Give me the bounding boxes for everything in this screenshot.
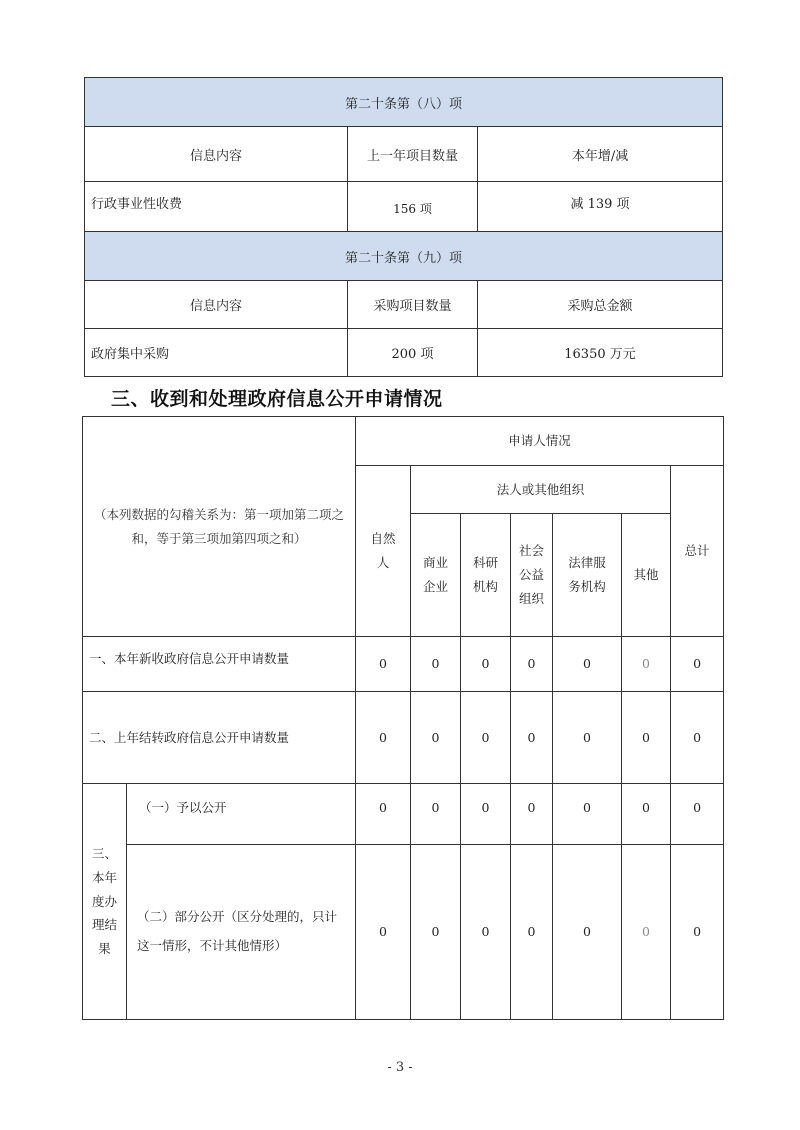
table-section-title: 第二十条第（八）项 [85, 78, 723, 127]
cell-value: 0 [461, 845, 511, 1020]
cell-value: 0 [553, 784, 622, 845]
cell-value: 0 [461, 637, 511, 692]
cell-value: 0 [411, 637, 461, 692]
section-title: 三、收到和处理政府信息公开申请情况 [111, 388, 443, 410]
row-label: 政府集中采购 [85, 329, 348, 377]
row-label: （二）部分公开（区分处理的，只计这一情形，不计其他情形） [127, 845, 356, 1020]
table-row [83, 637, 724, 692]
cell-value: 0 [461, 784, 511, 845]
column-header: 法律服务机构 [553, 514, 622, 637]
applicant-header: 申请人情况 [356, 417, 724, 466]
column-header: 科研机构 [461, 514, 511, 637]
cell-value: 0 [671, 845, 724, 1020]
row-label: 二、上年结转政府信息公开申请数量 [83, 692, 356, 784]
cell-value: 156 项 [348, 182, 478, 232]
row-label: 一、本年新收政府信息公开申请数量 [83, 637, 356, 692]
legal-entity-group-header: 法人或其他组织 [411, 466, 671, 514]
row-label: 行政事业性收费 [85, 182, 348, 232]
result-group-label: 三、本年度办理结果 [83, 784, 127, 1020]
column-header: 商业企业 [411, 514, 461, 637]
cell-value: 0 [622, 784, 671, 845]
cell-value: 0 [356, 692, 411, 784]
column-header: 信息内容 [85, 281, 348, 329]
reconciliation-note: （本列数据的勾稽关系为：第一项加第二项之和，等于第三项加第四项之和） [83, 417, 356, 637]
fee-procurement-table [84, 77, 723, 377]
cell-value: 16350 万元 [478, 329, 723, 377]
cell-value: 0 [411, 692, 461, 784]
cell-value: 0 [511, 845, 553, 1020]
natural-person-header: 自然人 [356, 466, 411, 637]
table-row [83, 692, 724, 784]
cell-value: 0 [356, 784, 411, 845]
row-label: （一）予以公开 [127, 784, 356, 845]
cell-value: 200 项 [348, 329, 478, 377]
cell-value: 0 [356, 637, 411, 692]
applications-table [82, 416, 724, 1020]
cell-value: 0 [461, 692, 511, 784]
table-section-title: 第二十条第（九）项 [85, 232, 723, 281]
cell-value: 0 [411, 784, 461, 845]
cell-value: 0 [511, 692, 553, 784]
cell-value: 0 [671, 784, 724, 845]
cell-value: 0 [553, 845, 622, 1020]
cell-value: 0 [671, 637, 724, 692]
cell-value: 减 139 项 [478, 182, 723, 232]
cell-value: 0 [511, 637, 553, 692]
column-header: 信息内容 [85, 127, 348, 182]
column-header: 其他 [622, 514, 671, 637]
column-header: 上一年项目数量 [348, 127, 478, 182]
page-number: - 3 - [387, 1060, 413, 1075]
cell-value: 0 [411, 845, 461, 1020]
column-header: 本年增/减 [478, 127, 723, 182]
cell-value: 0 [553, 692, 622, 784]
column-header: 采购总金额 [478, 281, 723, 329]
column-header: 社会公益组织 [511, 514, 553, 637]
cell-value: 0 [622, 637, 671, 692]
cell-value: 0 [671, 692, 724, 784]
cell-value: 0 [553, 637, 622, 692]
cell-value: 0 [622, 692, 671, 784]
table-row [83, 845, 724, 1020]
column-header: 采购项目数量 [348, 281, 478, 329]
cell-value: 0 [511, 784, 553, 845]
total-header: 总计 [671, 466, 724, 637]
cell-value: 0 [356, 845, 411, 1020]
table-row [83, 784, 724, 845]
cell-value: 0 [622, 845, 671, 1020]
